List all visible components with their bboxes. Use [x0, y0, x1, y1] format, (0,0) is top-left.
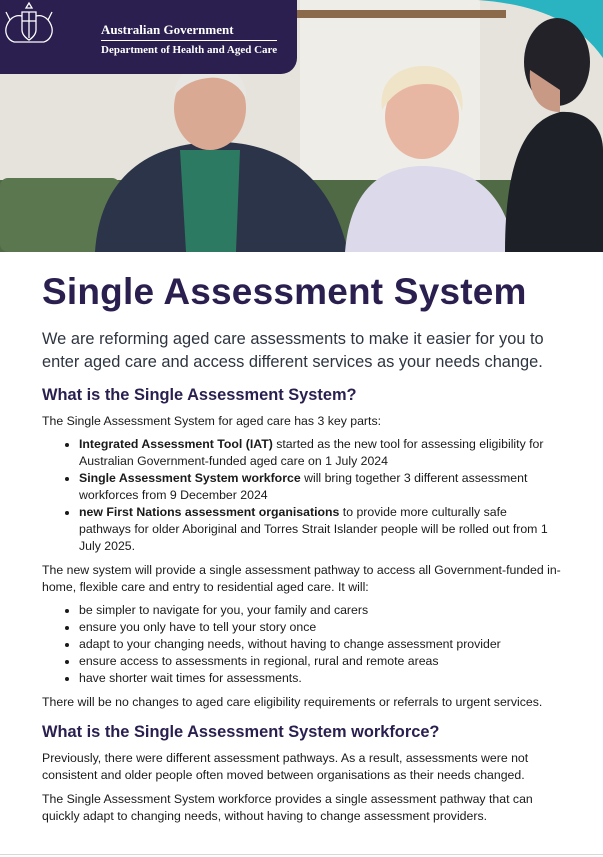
- list-item-text: to provide more culturally safe pathways for older Aboriginal and Torres Strait Islander people will be rolled out from 1 July 2025.: [79, 505, 548, 553]
- department-name: Department of Health and Aged Care: [101, 44, 278, 56]
- workforce-paragraph-2: The Single Assessment System workforce provides a single assessment pathway that can quickly adapt to changing needs, without having to change assessment providers.: [42, 792, 533, 823]
- list-item: • have shorter wait times for assessments.: [79, 670, 562, 687]
- hero-photo: [0, 0, 603, 252]
- list-item-text: started as the new tool for assessing eligibility for Australian Government-funded aged care on 1 July 2024: [79, 437, 544, 468]
- key-parts-intro: The Single Assessment System for aged care has 3 key parts:: [42, 414, 382, 428]
- document-body: [42, 262, 562, 825]
- workforce-paragraph-1: Previously, there were different assessment pathways. As a result, assessments were not consistent and older people often moved between organisations as their needs changed.: [42, 751, 529, 782]
- page-title: Single Assessment System: [42, 271, 527, 312]
- benefits-list: [42, 602, 562, 687]
- list-item: • adapt to your changing needs, without having to change assessment provider: [79, 636, 562, 653]
- key-parts-list: [42, 436, 562, 555]
- list-item-bold: Single Assessment System workforce: [79, 471, 301, 485]
- list-item: • be simpler to navigate for you, your family and carers: [79, 602, 562, 619]
- banner-divider: [101, 40, 277, 41]
- commonwealth-coat-of-arms-icon: [0, 0, 58, 46]
- no-changes-paragraph: There will be no changes to aged care eligibility requirements or referrals to urgent services.: [42, 695, 543, 709]
- list-item: [79, 504, 562, 555]
- list-item: • ensure you only have to tell your story once: [79, 619, 562, 636]
- page-bottom-divider: [0, 854, 603, 855]
- list-item-bold: Integrated Assessment Tool (IAT): [79, 437, 273, 451]
- list-item: • ensure access to assessments in regional, rural and remote areas: [79, 653, 562, 670]
- section-heading-what-is-sas: What is the Single Assessment System?: [42, 386, 357, 404]
- list-item: [79, 470, 562, 504]
- new-system-paragraph: The new system will provide a single assessment pathway to access all Government-funded in-home, flexible care and entry to residential aged care. It will:: [42, 563, 561, 594]
- list-item-text: will bring together 3 different assessment workforces from 9 December 2024: [79, 471, 528, 502]
- section-heading-workforce: What is the Single Assessment System workforce?: [42, 723, 440, 741]
- list-item: [79, 436, 562, 470]
- list-item-bold: new First Nations assessment organisations: [79, 505, 340, 519]
- lead-paragraph: We are reforming aged care assessments to make it easier for you to enter aged care and access different services as your needs change.: [42, 330, 544, 371]
- government-name: Australian Government: [101, 22, 234, 37]
- government-banner: [0, 0, 297, 74]
